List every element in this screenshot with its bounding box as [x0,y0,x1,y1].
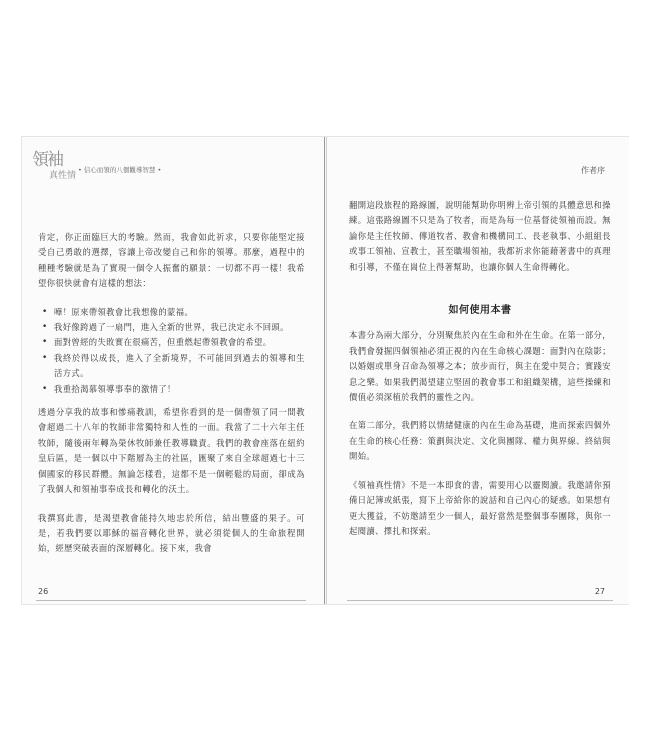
paragraph: 翻開這段旅程的路線圖，說明能幫助你明辨上帝引領的具體意思和操練。這張路線圖不只是為了牧者，而是為每一位基督徒領袖而設。無論你是主任牧師、傳道牧者、教會和機構同工、長老執事、小組組長或事工領袖、宣教士，甚至職場領袖，我都祈求你能藉著書中的真理和引導，不僅在崗位上得著幫助，也讓你個人生命得轉化。 [349,200,611,272]
running-head: 作者序 [581,166,605,175]
paragraph: 《領袖真性情》不是一本即食的書，需要用心以靈閱讀。我邀請你預備日記簿或紙張，寫下上帝給你的說話和自己內心的疑惑。如果想有更大獲益，不妨邀請至少一個人，最好當然是整個事奉團隊，與你一起閱讀、擇扎和探索。 [349,479,611,536]
bullet-icon: • [42,306,48,317]
bullet-icon: • [42,383,48,394]
logo-subtitle: 真性情 [49,171,77,181]
list-item: • 我重拾渴慕領導事奉的激情了！ [38,382,305,397]
page-number: 27 [594,587,605,596]
paragraph: 肯定，你正面臨巨大的考驗。然而，我會如此祈求，只要你能堅定接受自己勇敢的選擇，容讓上帝改變自己和你的領導。那麼，過程中的種種考驗就是為了實現一個令人振奮的願景：一切都不再一樣！我希望你很快就會有這樣的想法： [38,232,305,289]
bullet-icon: • [42,352,48,363]
list-item: • 我終於得以成長，進入了全新境界，不可能回到過去的領導和生活方式。 [42,352,305,379]
list-item: • 嘩！原來帶領教會比我想像的蒙福。 [38,305,305,320]
right-body-text [349,198,611,552]
bullet-list [38,305,305,397]
bullet-icon: • [42,337,48,348]
paragraph: 我撰寫此書，是渴望教會能持久地忠於所信，結出豐盛的果子。可是，若我們要以耶穌的福音轉化世界，就必須從個人的生命旅程開始，經歷突破表面的深層轉化。接下來，我會 [38,512,305,554]
paragraph: 在第二部分，我們將以情緒健康的內在生命為基礎，進而探索四個外在生命的核心任務：策劃與決定、文化與團隊、權力與界線、終結與開始。 [349,420,611,462]
logo-title: 領袖 [32,150,62,170]
paragraph: 透過分享我的故事和慘痛教訓，希望你看到的是一個帶領了同一間教會超過二十八年的牧師非常獨特和人性的一面。我當了二十六年主任牧師，隨後兩年轉為榮休牧師兼任教導職責。我們的教會座落在紐約皇后區，是一個以中下階層為主的社區，匯聚了來自全球超過七十三個國家的移民群體。無論怎樣看，這都不是一個輕鬆的局面，卻成為了我個人和領袖事奉成長和轉化的沃土。 [38,407,305,495]
book-spread [22,137,628,604]
footer-rule [36,600,306,601]
running-head: • 信心而領的八個觀導智慧 • [78,166,162,174]
paragraph: 本書分為兩大部分，分別聚焦於內在生命和外在生命。在第一部分，我們會發掘四個領袖必須正視的內在生命核心課題：面對內在陰影；以婚姻或單身召命為領導之本；放步而行，與主在愛中契合；實踐安息之樂。如果我們渴望建立堅固的教會事工和組織架構，這些操練和價值必須深植於我們的靈性之內。 [349,330,611,403]
bullet-icon: • [42,322,48,333]
right-page [326,137,629,604]
left-body-text [38,230,305,570]
section-heading: 如何使用本書 [448,305,512,317]
page-number: 26 [38,587,49,596]
footer-rule [347,600,613,601]
list-item: • 我好像跨過了一扇門，進入全新的世界，我已決定永不回頭。 [38,320,305,335]
list-item: • 面對曾經的失敗實在很痛苦，但重燃起帶領教會的希望。 [38,335,305,350]
book-logo [32,152,76,186]
left-page [22,137,325,604]
